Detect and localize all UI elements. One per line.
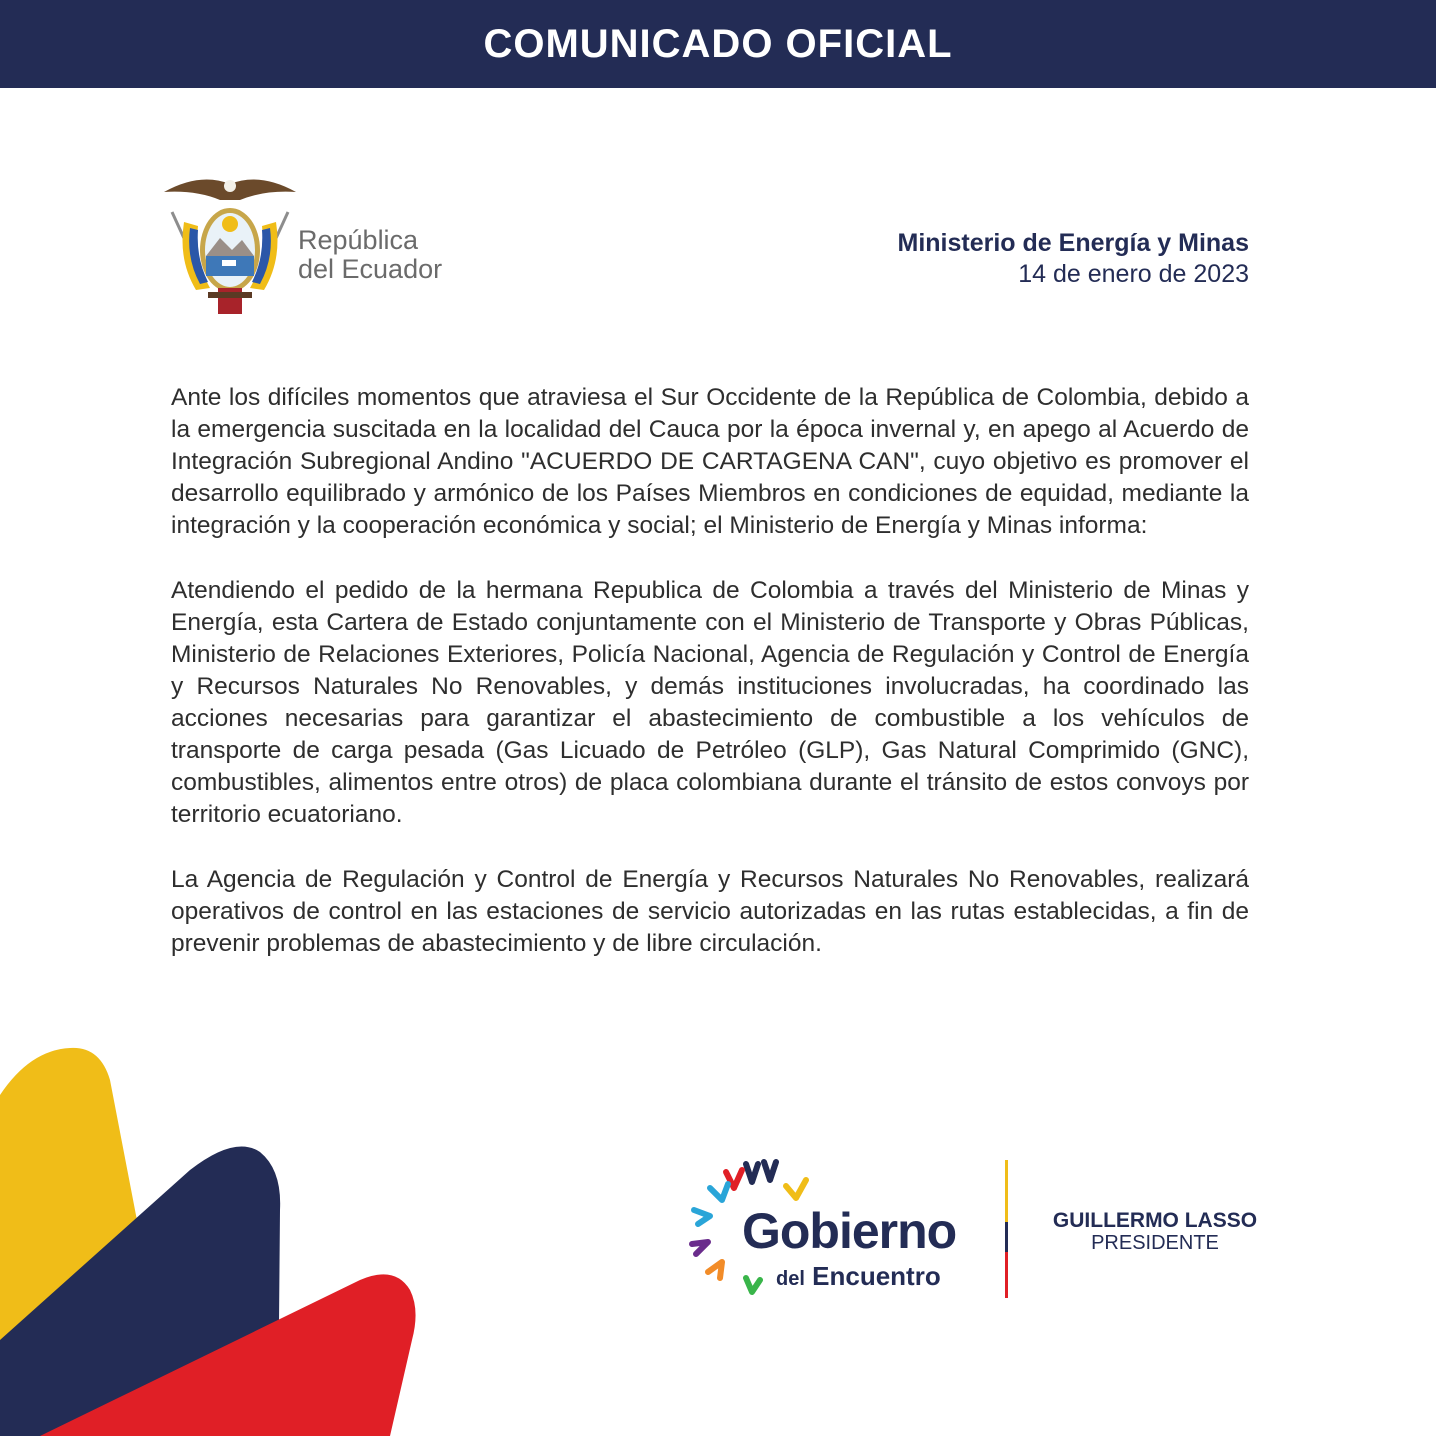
country-line-1: República: [298, 225, 419, 255]
government-word: Gobierno: [742, 1203, 957, 1259]
government-subtitle: [776, 1262, 941, 1293]
coat-of-arms-icon: [160, 170, 300, 320]
decorative-shapes: [0, 1040, 430, 1436]
paragraph-3: La Agencia de Regulación y Control de Energía y Recursos Naturales No Renovables, realizará operativos de control en las estaciones de servicio autorizadas en las rutas establecidas, a fin de prevenir problemas de abastecimiento y de libre circulación.: [171, 866, 1249, 957]
president-title: PRESIDENTE: [1091, 1232, 1219, 1254]
government-suffix: Encuentro: [812, 1261, 941, 1291]
communique-body: [171, 382, 1249, 993]
issuer-block: [898, 228, 1249, 290]
issue-date: 14 de enero de 2023: [1018, 260, 1249, 288]
country-name: [298, 226, 442, 284]
president-name: GUILLERMO LASSO: [1052, 1209, 1258, 1232]
tricolor-divider: [1005, 1160, 1008, 1298]
paragraph-2: Atendiendo el pedido de la hermana Republica de Colombia a través del Ministerio de Minas y Energía, esta Cartera de Estado conjuntamente con el Ministerio de Transporte y Obras Públicas, Ministerio de Relaciones Exteriores, Policía Nacional, Agencia de Regulación y Control de Energía y Recursos Naturales No Renovables, y demás instituciones involucradas, ha coordinado las acciones necesarias para garantizar el abastecimiento de combustible a los vehículos de transporte de carga pesada (Gas Licuado de Petróleo (GLP), Gas Natural Comprimido (GNC), combustibles, alimentos entre otros) de placa colombiana durante el tránsito de estos convoys por territorio ecuatoriano.: [171, 577, 1249, 828]
country-line-2: del Ecuador: [298, 254, 443, 284]
government-prefix: del: [776, 1268, 805, 1290]
header-bar: [0, 0, 1436, 88]
ministry-name: Ministerio de Energía y Minas: [897, 229, 1249, 257]
president-block: [1030, 1210, 1280, 1254]
paragraph-1: Ante los difíciles momentos que atraviesa el Sur Occidente de la República de Colombia, debido a la emergencia suscitada en la localidad del Cauca por la época invernal y, en apego al Acuerdo de Integración Subregional Andino "ACUERDO DE CARTAGENA CAN", cuyo objetivo es promover el desarrollo equilibrado y armónico de los Países Miembros en condiciones de equidad, mediante la integración y la cooperación económica y social; el Ministerio de Energía y Minas informa:: [171, 384, 1249, 539]
page-title: COMUNICADO OFICIAL: [483, 22, 953, 66]
